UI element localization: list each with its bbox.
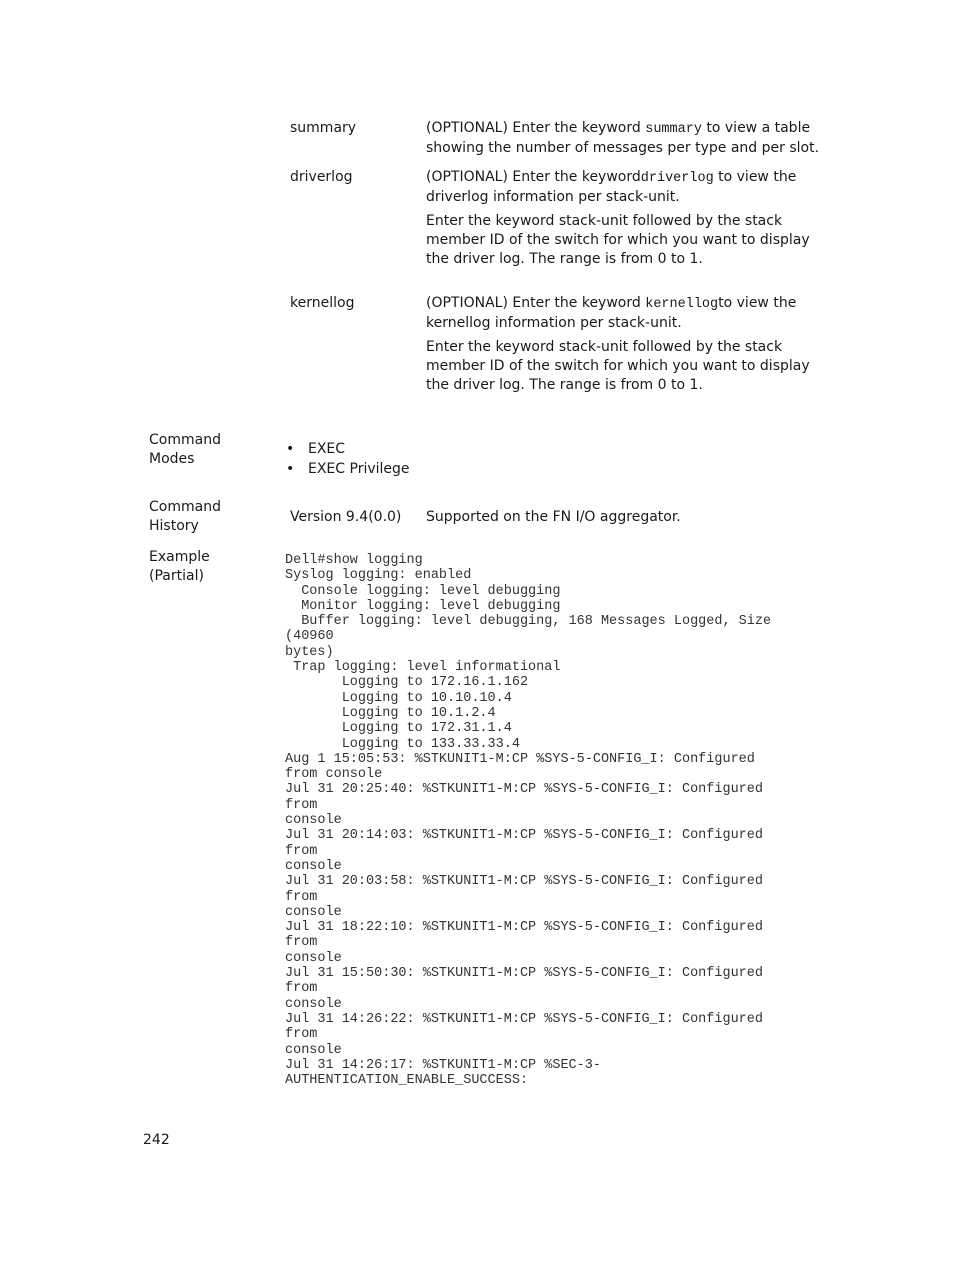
list-item bbox=[286, 459, 410, 479]
bullet-icon: • bbox=[286, 441, 295, 457]
history-version: Version 9.4(0.0) bbox=[290, 509, 402, 525]
param-desc-driverlog bbox=[426, 168, 826, 274]
param-desc-text: Enter the keyword stack-unit followed by the stack member ID of the switch for which you want to display the driver log. The range is from 0 to 1. bbox=[426, 339, 810, 393]
label-line: (Partial) bbox=[149, 568, 204, 584]
label-line: Command bbox=[149, 432, 221, 448]
param-term-driverlog: driverlog bbox=[290, 169, 353, 185]
inline-code: driverlog bbox=[640, 171, 714, 186]
param-desc-text bbox=[426, 119, 826, 158]
example-label bbox=[149, 548, 210, 586]
desc-text: to view the driverlog information per stack-unit. bbox=[426, 169, 797, 205]
label-line: Example bbox=[149, 549, 210, 565]
bullet-icon: • bbox=[286, 461, 295, 477]
command-modes-label bbox=[149, 431, 221, 469]
history-description: Supported on the FN I/O aggregator. bbox=[426, 509, 681, 525]
command-modes-list bbox=[286, 439, 410, 479]
inline-code: kernellog bbox=[645, 297, 719, 312]
mode-exec: EXEC bbox=[308, 441, 346, 457]
list-item bbox=[286, 439, 410, 459]
page-number: 242 bbox=[143, 1132, 170, 1148]
param-term-summary: summary bbox=[290, 120, 357, 136]
param-desc-text: Enter the keyword stack-unit followed by the stack member ID of the switch for which you want to display the driver log. The range is from 0 to 1. bbox=[426, 213, 810, 267]
desc-text: (OPTIONAL) Enter the keyword bbox=[426, 295, 646, 311]
param-desc-summary bbox=[426, 119, 826, 163]
param-term-kernellog: kernellog bbox=[290, 295, 355, 311]
command-history-label bbox=[149, 498, 221, 536]
label-line: Modes bbox=[149, 451, 195, 467]
param-desc-kernellog bbox=[426, 294, 826, 400]
label-line: Command bbox=[149, 499, 221, 515]
desc-text: (OPTIONAL) Enter the keyword bbox=[426, 120, 646, 136]
label-line: History bbox=[149, 518, 199, 534]
mode-exec-privilege: EXEC Privilege bbox=[308, 461, 410, 477]
desc-text: to view the kernellog information per stack-unit. bbox=[426, 295, 797, 331]
param-desc-text bbox=[426, 168, 826, 207]
desc-text: to view a table showing the number of messages per type and per slot. bbox=[426, 120, 820, 156]
desc-text: (OPTIONAL) Enter the keyword bbox=[426, 169, 641, 185]
example-code-block: Dell#show logging Syslog logging: enabled Console logging: level debugging Monitor logging: level debugging Buffer logging: level debugging, 168 Messages Logged, Size (40960 bytes) Trap logging: level informational Logging to 172.16.1.162 Logging to 10.10.10.4 Logging to 10.1.2.4 Logging to 172.31.1.4 Logging to 133.33.33.4 Aug 1 15:05:53: %STKUNIT1-M:CP %SYS-5-CONFIG_I: Configured from console Jul 31 20:25:40: %STKUNIT1-M:CP %SYS-5-CONFIG_I: Configured from console Jul 31 20:14:03: %STKUNIT1-M:CP %SYS-5-CONFIG_I: Configured from console Jul 31 20:03:58: %STKUNIT1-M:CP %SYS-5-CONFIG_I: Configured from console Jul 31 18:22:10: %STKUNIT1-M:CP %SYS-5-CONFIG_I: Configured from console Jul 31 15:50:30: %STKUNIT1-M:CP %SYS-5-CONFIG_I: Configured from console Jul 31 14:26:22: %STKUNIT1-M:CP %SYS-5-CONFIG_I: Configured from console Jul 31 14:26:17: %STKUNIT1-M:CP %SEC-3- AUTHENTICATION_ENABLE_SUCCESS: bbox=[285, 553, 772, 1089]
param-desc-text bbox=[426, 294, 826, 333]
inline-code: summary bbox=[645, 122, 702, 137]
